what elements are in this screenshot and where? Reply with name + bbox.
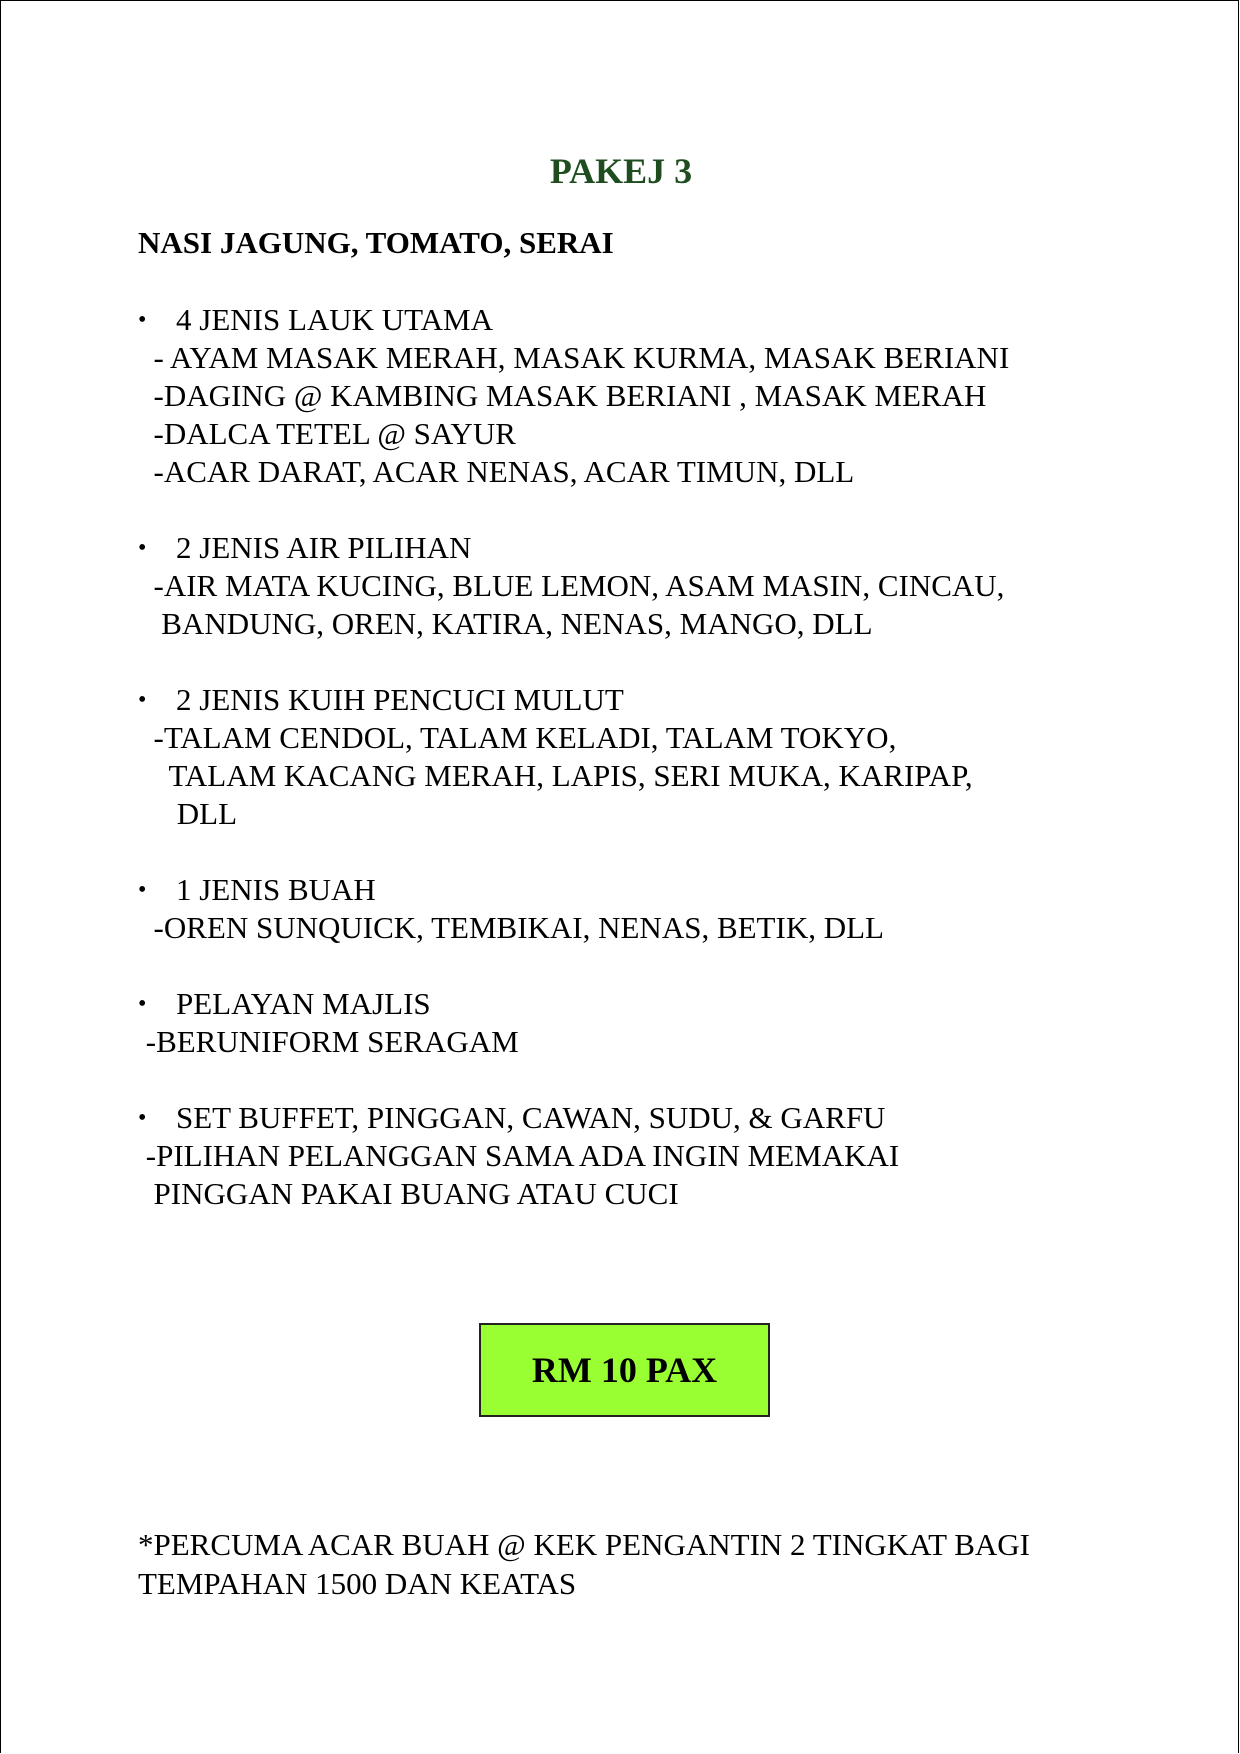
- bullet-icon: •: [138, 991, 147, 1017]
- list-item: [138, 871, 1138, 947]
- promo-note-line: *PERCUMA ACAR BUAH @ KEK PENGANTIN 2 TINGKAT BAGI: [138, 1527, 1031, 1562]
- item-detail: - AYAM MASAK MERAH, MASAK KURMA, MASAK BERIANI: [138, 340, 1010, 375]
- package-subtitle: NASI JAGUNG, TOMATO, SERAI: [138, 225, 614, 260]
- item-detail: -ACAR DARAT, ACAR NENAS, ACAR TIMUN, DLL: [138, 454, 855, 489]
- item-title: 2 JENIS AIR PILIHAN: [176, 530, 472, 565]
- item-detail: -OREN SUNQUICK, TEMBIKAI, NENAS, BETIK, DLL: [138, 910, 884, 945]
- item-detail: -TALAM CENDOL, TALAM KELADI, TALAM TOKYO,: [138, 720, 897, 755]
- item-detail: -PILIHAN PELANGGAN SAMA ADA INGIN MEMAKAI: [138, 1138, 900, 1173]
- item-detail: BANDUNG, OREN, KATIRA, NENAS, MANGO, DLL: [138, 606, 873, 641]
- promo-note: [138, 1525, 1138, 1603]
- item-title: 4 JENIS LAUK UTAMA: [176, 302, 493, 337]
- item-title: 2 JENIS KUIH PENCUCI MULUT: [176, 682, 624, 717]
- item-detail: -BERUNIFORM SERAGAM: [138, 1024, 519, 1059]
- bullet-icon: •: [138, 877, 147, 903]
- package-title: PAKEJ 3: [549, 151, 693, 191]
- item-detail: PINGGAN PAKAI BUANG ATAU CUCI: [138, 1176, 679, 1211]
- item-detail: -DAGING @ KAMBING MASAK BERIANI , MASAK MERAH: [138, 378, 987, 413]
- price-label: RM 10 PAX: [531, 1350, 718, 1390]
- item-detail: TALAM KACANG MERAH, LAPIS, SERI MUKA, KARIPAP,: [138, 758, 973, 793]
- list-item: [138, 301, 1138, 491]
- package-items-list: [138, 301, 1138, 1251]
- item-detail: -AIR MATA KUCING, BLUE LEMON, ASAM MASIN, CINCAU,: [138, 568, 1005, 603]
- promo-note-line: TEMPAHAN 1500 DAN KEATAS: [138, 1566, 577, 1601]
- list-item: [138, 985, 1138, 1061]
- item-title: SET BUFFET, PINGGAN, CAWAN, SUDU, & GARFU: [176, 1100, 886, 1135]
- bullet-icon: •: [138, 687, 147, 713]
- list-item: [138, 1099, 1138, 1213]
- item-title: 1 JENIS BUAH: [176, 872, 376, 907]
- item-detail: DLL: [138, 796, 238, 831]
- item-detail: -DALCA TETEL @ SAYUR: [138, 416, 516, 451]
- item-title: PELAYAN MAJLIS: [176, 986, 431, 1021]
- list-item: [138, 529, 1138, 643]
- list-item: [138, 681, 1138, 833]
- bullet-icon: •: [138, 535, 147, 561]
- bullet-icon: •: [138, 307, 147, 333]
- price-box: [479, 1323, 770, 1417]
- bullet-icon: •: [138, 1105, 147, 1131]
